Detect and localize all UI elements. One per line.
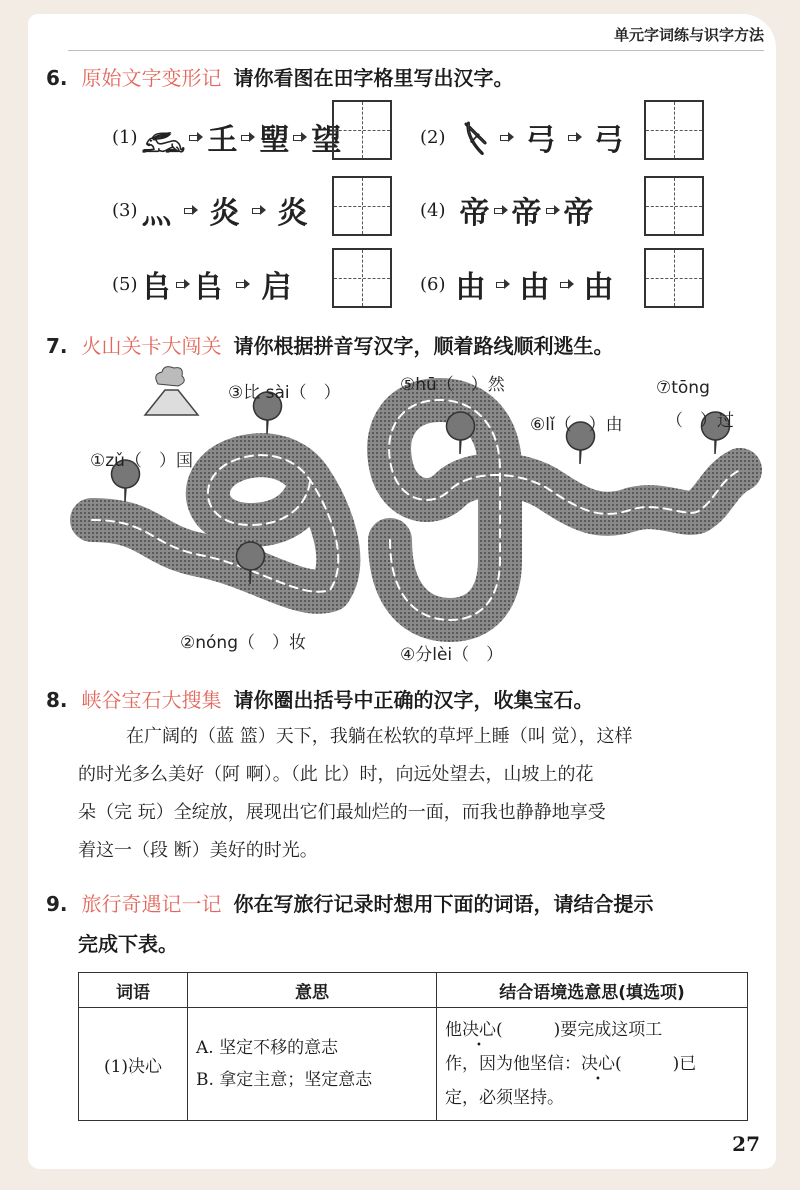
ancient-glyph: 望 — [311, 123, 342, 158]
q6-item-5 — [112, 262, 292, 306]
q9-instruction: 你在写旅行记录时想用下面的词语，请结合提示 — [233, 892, 654, 916]
header-rule — [68, 50, 764, 51]
ancient-glyph: 由 — [519, 270, 550, 305]
ancient-glyph: 𓌸 — [463, 125, 488, 160]
q6-item-3 — [112, 188, 308, 232]
arrow-icon — [546, 205, 560, 215]
q6-item-num: (6) — [420, 273, 446, 295]
arrow-icon — [176, 279, 190, 289]
pin-label-1: ①zǔ（ ）国 — [90, 451, 193, 471]
col-header-word: 词语 — [79, 973, 188, 1008]
table-header-row — [79, 973, 748, 1008]
context-text: 作，因为他坚信： — [445, 1054, 581, 1074]
pin-label-2: ②nóng（ ）妆 — [180, 633, 306, 653]
ancient-glyph: 启 — [261, 270, 292, 305]
q6-item-num: (5) — [112, 273, 138, 295]
arrow-icon — [500, 132, 514, 142]
cell-meaning — [188, 1008, 437, 1121]
context-blank[interactable]: ( )要完成这项工 — [496, 1020, 663, 1040]
q8-number: 8. — [46, 688, 68, 712]
q6-item-1 — [112, 112, 341, 162]
arrow-icon — [236, 279, 250, 289]
tian-grid-2[interactable] — [644, 100, 704, 160]
q6-item-num: (1) — [112, 126, 138, 148]
q6-item-6 — [420, 262, 614, 306]
ancient-glyph: 𠂤 — [141, 270, 172, 305]
cell-word: (1)决心 — [79, 1008, 188, 1121]
ancient-glyph: 弓 — [525, 123, 556, 158]
ancient-glyph: 炎 — [209, 196, 240, 231]
arrow-icon — [496, 279, 510, 289]
ancient-glyph: 𓃹 — [141, 125, 186, 160]
pin-label-7-blank: （ ）过 — [666, 411, 734, 431]
ancient-glyph: 灬 — [141, 196, 172, 231]
col-header-context: 结合语境选意思(填选项) — [437, 973, 748, 1008]
q6-item-4 — [420, 188, 594, 232]
word-table — [78, 972, 748, 1121]
q8-heading — [46, 684, 594, 713]
pin-label-7: ⑦tōng — [656, 378, 710, 398]
q7-number: 7. — [46, 334, 68, 358]
ancient-glyph: 由 — [455, 270, 486, 305]
ancient-glyph: 𡈼 — [207, 123, 238, 158]
volcano-icon — [145, 367, 198, 415]
col-header-meaning: 意思 — [188, 973, 437, 1008]
ancient-glyph: 由 — [583, 270, 614, 305]
q8-title: 峡谷宝石大搜集 — [81, 688, 222, 712]
pin-label-4: ④分lèi（ ） — [400, 645, 504, 665]
q8-line-1: 在广阔的（蓝 篮）天下，我躺在松软的草坪上睡（叫 觉），这样 — [126, 726, 633, 747]
q6-title: 原始文字变形记 — [81, 66, 222, 90]
context-text: 定，必须坚持。 — [445, 1088, 564, 1108]
q8-line-4: 着这一（段 断）美好的时光。 — [78, 840, 318, 861]
context-blank[interactable]: ( )已 — [615, 1054, 697, 1074]
tian-grid-6[interactable] — [644, 248, 704, 308]
ancient-glyph: 帝 — [459, 196, 490, 231]
tian-grid-4[interactable] — [644, 176, 704, 236]
ancient-glyph: 帝 — [563, 196, 594, 231]
page-header: 单元字词练与识字方法 — [613, 26, 764, 44]
q6-item-num: (3) — [112, 199, 138, 221]
tian-grid-3[interactable] — [332, 176, 392, 236]
tian-grid-5[interactable] — [332, 248, 392, 308]
q8-instruction: 请你圈出括号中正确的汉字，收集宝石。 — [233, 688, 594, 712]
pin-label-3: ③比 sài（ ） — [228, 383, 341, 403]
meaning-option-b: B. 拿定主意；坚定意志 — [196, 1070, 373, 1090]
q6-instruction: 请你看图在田字格里写出汉字。 — [233, 66, 514, 90]
ancient-glyph: 弓 — [593, 123, 624, 158]
q6-number: 6. — [46, 66, 68, 90]
arrow-icon — [560, 279, 574, 289]
ancient-glyph: 帝 — [511, 196, 542, 231]
table-row — [79, 1008, 748, 1121]
q8-line-3: 朵（完 玩）全绽放，展现出它们最灿烂的一面，而我也静静地享受 — [78, 802, 606, 823]
arrow-icon — [184, 205, 198, 215]
q8-line-2: 的时光多么美好（阿 啊）。（此 比）时，向远处望去，山坡上的花 — [78, 764, 594, 785]
meaning-option-a: A. 坚定不移的意志 — [196, 1038, 339, 1058]
q9-instruction-2: 完成下表。 — [78, 932, 178, 956]
arrow-icon — [293, 132, 307, 142]
context-text: 他 — [445, 1020, 462, 1040]
dotted-word: 决心 — [581, 1054, 615, 1074]
tian-grid-1[interactable] — [332, 100, 392, 160]
arrow-icon — [494, 205, 508, 215]
page-number: 27 — [732, 1132, 760, 1156]
cell-context[interactable] — [437, 1008, 748, 1121]
arrow-icon — [189, 132, 203, 142]
q7-title: 火山关卡大闯关 — [81, 334, 222, 358]
ancient-glyph: 朢 — [259, 123, 290, 158]
arrow-icon — [252, 205, 266, 215]
q9-title: 旅行奇遇记一记 — [81, 892, 222, 916]
ancient-glyph: 𠂤 — [193, 270, 224, 305]
q9-heading — [46, 888, 654, 917]
q9-number: 9. — [46, 892, 68, 916]
q6-item-num: (4) — [420, 199, 446, 221]
ancient-glyph: 炎 — [277, 196, 308, 231]
dotted-word: 决心 — [462, 1020, 496, 1040]
q7-heading — [46, 330, 614, 359]
arrow-icon — [241, 132, 255, 142]
pin-label-6: ⑥lǐ（ ）由 — [530, 415, 623, 435]
q6-item-num: (2) — [420, 126, 446, 148]
arrow-icon — [568, 132, 582, 142]
q6-item-2 — [420, 112, 624, 162]
q7-instruction: 请你根据拼音写汉字，顺着路线顺利逃生。 — [233, 334, 614, 358]
q6-heading — [46, 62, 514, 91]
pin-label-5: ⑤hū（ ）然 — [400, 375, 505, 395]
